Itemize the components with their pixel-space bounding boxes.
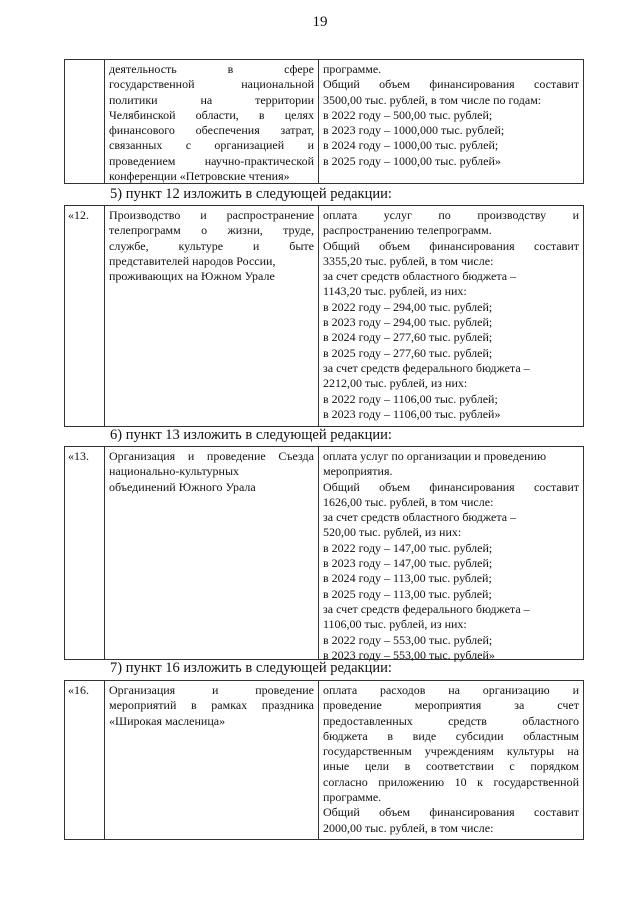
text-line: в 2023 году – 1106,00 тыс. рублей» xyxy=(323,406,501,421)
text-line: Общий объем финансирования составит xyxy=(323,77,579,92)
text-line: деятельность в сфере xyxy=(109,62,314,76)
text-line: Челябинской области, в целях xyxy=(109,107,314,122)
activity-cell xyxy=(105,206,319,426)
financing-cell xyxy=(319,447,583,662)
table-block-item-16 xyxy=(64,680,584,840)
text-line: в 2023 году – 147,00 тыс. рублей; xyxy=(323,556,493,571)
text-line: за счет средств федерального бюджета – xyxy=(323,360,530,375)
item-number: «12. xyxy=(65,206,105,426)
text-line: Общий объем финансирования составит xyxy=(323,805,579,820)
text-line: в 2024 году – 113,00 тыс. рублей; xyxy=(323,571,492,586)
table-block-item-13 xyxy=(64,446,584,660)
item-number: «13. xyxy=(65,447,105,659)
text-line: Организация и проведение xyxy=(109,683,314,697)
text-line: в 2025 году – 1000,00 тыс. рублей» xyxy=(323,153,501,168)
text-line: проживающих на Южном Урале xyxy=(109,269,275,284)
text-line: иные цели в соответствии с порядком xyxy=(323,759,579,774)
text-line: в 2025 году – 277,60 тыс. рублей; xyxy=(323,345,493,360)
text-line: 3500,00 тыс. рублей, в том числе по годам: xyxy=(323,92,542,107)
text-line: проведением научно-практической xyxy=(109,153,314,168)
text-line: 3355,20 тыс. рублей, в том числе: xyxy=(323,253,494,268)
text-line: конференции «Петровские чтения» xyxy=(109,169,290,184)
section-heading: 6) пункт 13 изложить в следующей редакции: xyxy=(110,427,392,443)
table-block-item-12 xyxy=(64,205,584,427)
text-line: оплата услуг по производству и xyxy=(323,208,579,222)
financing-cell xyxy=(319,60,583,183)
text-line: в 2025 году – 113,00 тыс. рублей; xyxy=(323,586,492,601)
text-line: в 2023 году – 553,00 тыс. рублей» xyxy=(323,647,495,662)
text-line: распространению телепрограмм. xyxy=(323,223,492,238)
financing-cell xyxy=(319,206,583,426)
activity-cell xyxy=(105,681,319,839)
text-line: «Широкая масленица» xyxy=(109,713,226,728)
text-line: программе. xyxy=(323,62,382,76)
financing-cell xyxy=(319,681,583,839)
text-line: государственным учреждениям культуры на xyxy=(323,744,579,759)
text-line: в 2022 году – 1106,00 тыс. рублей; xyxy=(323,391,498,406)
section-heading: 7) пункт 16 изложить в следующей редакции: xyxy=(110,660,392,676)
activity-cell xyxy=(105,447,319,659)
text-line: в 2022 году – 147,00 тыс. рублей; xyxy=(323,540,493,555)
text-line: в 2024 году – 1000,00 тыс. рублей; xyxy=(323,138,499,153)
text-line: национально-культурных xyxy=(109,464,240,479)
number-cell xyxy=(65,60,105,183)
text-line: 1626,00 тыс. рублей, в том числе: xyxy=(323,494,494,509)
text-line: 2212,00 тыс. рублей, из них: xyxy=(323,376,468,391)
text-line: за счет средств федерального бюджета – xyxy=(323,601,530,616)
page-number: 19 xyxy=(312,14,328,30)
text-line: мероприятий в рамках праздника xyxy=(109,698,314,713)
text-line: связанных с организацией и xyxy=(109,138,314,153)
section-heading: 5) пункт 12 изложить в следующей редакции: xyxy=(110,186,392,202)
text-line: 1106,00 тыс. рублей, из них: xyxy=(323,617,467,632)
table-block-petrovskie xyxy=(64,59,584,184)
text-line: государственной национальной xyxy=(109,77,314,92)
text-line: предоставленных средств областного xyxy=(323,713,579,728)
text-line: в 2023 году – 294,00 тыс. рублей; xyxy=(323,315,493,330)
text-line: телепрограмм о жизни, труде, xyxy=(109,223,314,238)
text-line: 1143,20 тыс. рублей, из них: xyxy=(323,284,467,299)
text-line: за счет средств областного бюджета – xyxy=(323,510,517,525)
text-line: в 2023 году – 1000,000 тыс. рублей; xyxy=(323,123,505,138)
text-line: политики на территории xyxy=(109,92,314,107)
text-line: Организация и проведение Съезда xyxy=(109,449,314,463)
text-line: согласно приложению 10 к государственной xyxy=(323,774,579,789)
text-line: службе, культуре и быте xyxy=(109,238,314,253)
text-line: 520,00 тыс. рублей, из них: xyxy=(323,525,462,540)
text-line: в 2024 году – 277,60 тыс. рублей; xyxy=(323,330,493,345)
text-line: мероприятия. xyxy=(323,464,393,479)
text-line: проведение мероприятия за счет xyxy=(323,698,579,713)
text-line: бюджета в виде субсидии областным xyxy=(323,728,579,743)
text-line: объединений Южного Урала xyxy=(109,479,256,494)
text-line: оплата расходов на организацию и xyxy=(323,683,579,697)
item-number: «16. xyxy=(65,681,105,839)
text-line: финансового обеспечения затрат, xyxy=(109,123,314,138)
text-line: в 2022 году – 500,00 тыс. рублей; xyxy=(323,107,493,122)
text-line: Производство и распространение xyxy=(109,208,314,222)
text-line: Общий объем финансирования составит xyxy=(323,238,579,253)
text-line: представителей народов России, xyxy=(109,253,276,268)
text-line: в 2022 году – 553,00 тыс. рублей; xyxy=(323,632,493,647)
text-line: в 2022 году – 294,00 тыс. рублей; xyxy=(323,299,493,314)
text-line: оплата услуг по организации и проведению xyxy=(323,449,547,463)
text-line: программе. xyxy=(323,790,382,805)
text-line: за счет средств областного бюджета – xyxy=(323,269,517,284)
activity-cell xyxy=(105,60,319,183)
text-line: 2000,00 тыс. рублей, в том числе: xyxy=(323,820,494,835)
text-line: Общий объем финансирования составит xyxy=(323,479,579,494)
